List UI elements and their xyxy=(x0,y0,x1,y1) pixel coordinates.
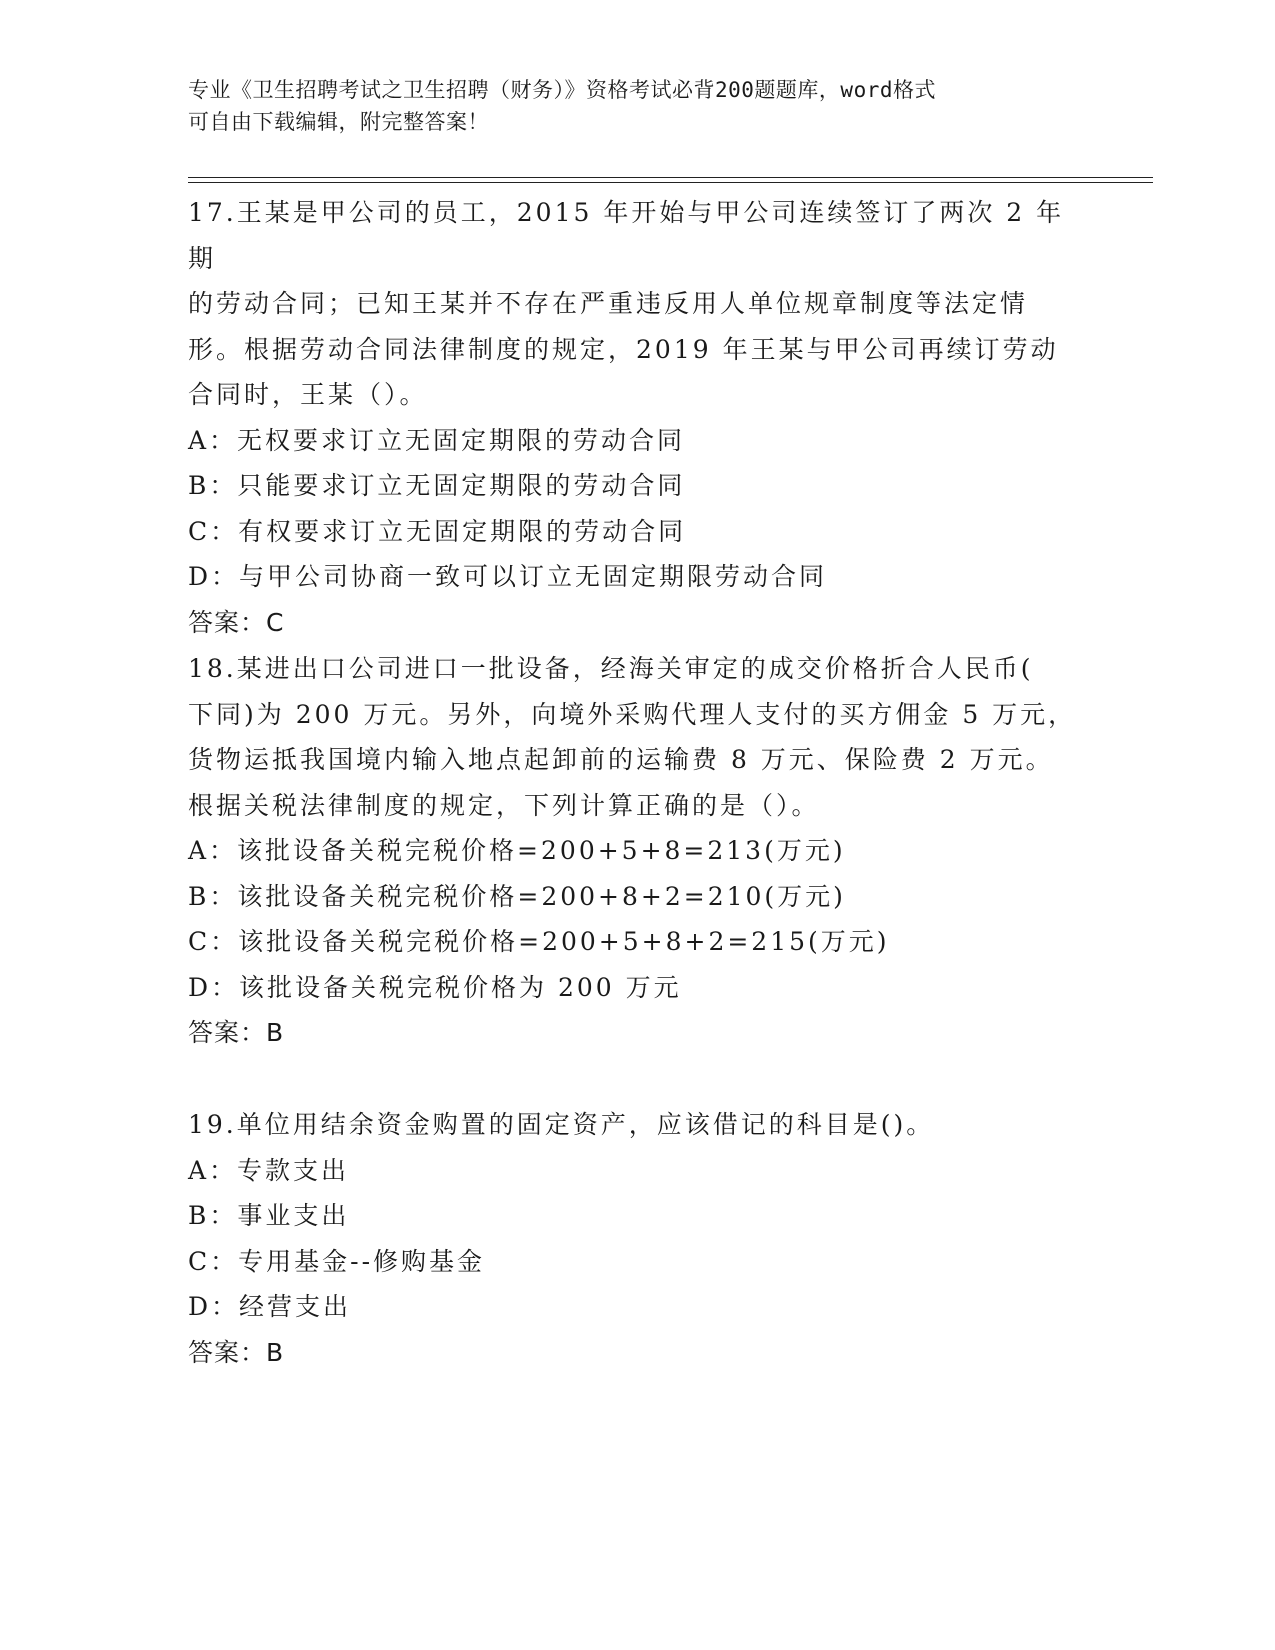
question-text-line: 货物运抵我国境内输入地点起卸前的运输费 8 万元、保险费 2 万元。 xyxy=(188,745,1054,774)
answer: 答案：B xyxy=(188,1337,285,1367)
option-d: D：经营支出 xyxy=(188,1292,352,1321)
question-text-line: 合同时，王某（）。 xyxy=(188,380,428,409)
header-title-line-1: 专业《卫生招聘考试之卫生招聘（财务）》资格考试必背200题题库，word格式 xyxy=(188,78,936,102)
option-c: C：该批设备关税完税价格=200+5+8+2=215(万元) xyxy=(188,927,890,956)
option-b: B：只能要求订立无固定期限的劳动合同 xyxy=(188,471,686,500)
option-c: C：有权要求订立无固定期限的劳动合同 xyxy=(188,516,687,546)
answer: 答案：B xyxy=(188,1018,285,1047)
header-divider-bottom xyxy=(188,182,1153,183)
option-d: D：该批设备关税完税价格为 200 万元 xyxy=(188,972,682,1002)
question-text-line: 的劳动合同；已知王某并不存在严重违反用人单位规章制度等法定情 xyxy=(188,289,1029,318)
question-17 xyxy=(188,190,1088,645)
question-text-line: 根据关税法律制度的规定，下列计算正确的是（）。 xyxy=(188,790,820,820)
answer: 答案：C xyxy=(188,607,285,637)
option-b: B：该批设备关税完税价格=200+8+2=210(万元) xyxy=(188,881,846,911)
question-text-line: 下同)为 200 万元。另外，向境外采购代理人支付的买方佣金 5 万元， xyxy=(188,699,1077,729)
option-a: A：专款支出 xyxy=(188,1155,350,1185)
question-18 xyxy=(188,646,1088,1056)
header-divider-top xyxy=(188,177,1153,178)
option-d: D：与甲公司协商一致可以订立无固定期限劳动合同 xyxy=(188,562,828,591)
document-header xyxy=(188,74,1088,138)
header-title-line-2: 可自由下载编辑，附完整答案！ xyxy=(188,110,489,134)
option-c: C：专用基金--修购基金 xyxy=(188,1246,486,1276)
question-text-line: 19.单位用结余资金购置的固定资产，应该借记的科目是()。 xyxy=(188,1110,935,1139)
option-a: A：该批设备关税完税价格=200+5+8=213(万元) xyxy=(188,836,846,865)
question-text-line: 17.王某是甲公司的员工，2015 年开始与甲公司连续签订了两次 2 年期 xyxy=(188,198,1065,273)
question-19 xyxy=(188,1102,1088,1375)
option-b: B：事业支出 xyxy=(188,1201,350,1230)
option-a: A：无权要求订立无固定期限的劳动合同 xyxy=(188,425,686,455)
question-text-line: 18.某进出口公司进口一批设备，经海关审定的成交价格折合人民币( xyxy=(188,654,1034,683)
question-text-line: 形。根据劳动合同法律制度的规定，2019 年王某与甲公司再续订劳动 xyxy=(188,334,1059,364)
